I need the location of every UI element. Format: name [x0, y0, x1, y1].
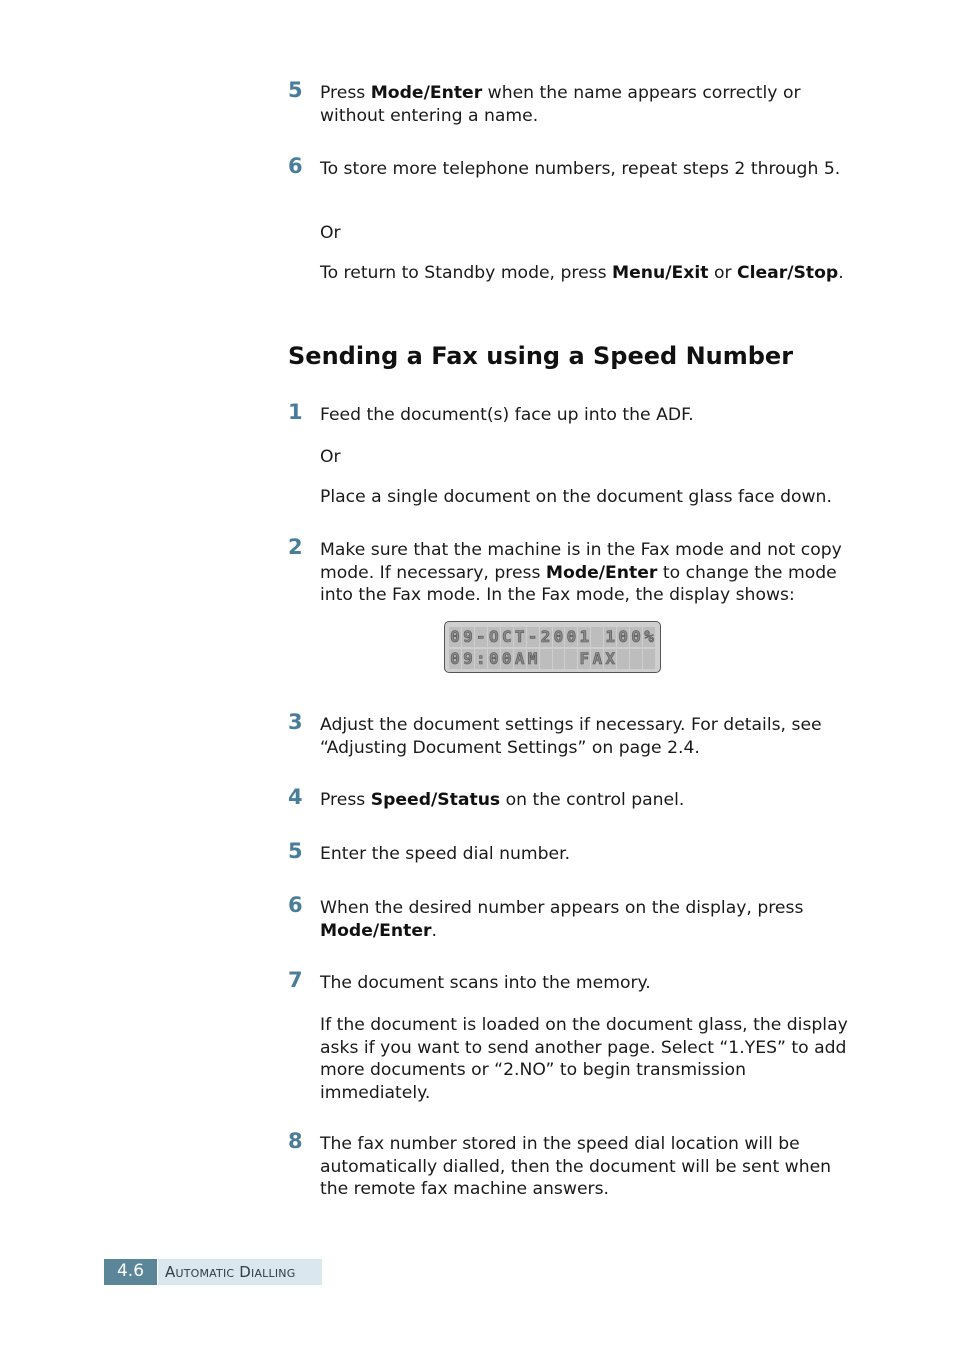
step-text: [320, 404, 860, 427]
step-text: [320, 539, 860, 607]
lcd-char: 1: [605, 627, 616, 646]
lcd-char: [617, 649, 629, 669]
lcd-char: 2: [540, 627, 551, 646]
or-text: Or: [320, 447, 341, 467]
lcd-char: O: [488, 627, 499, 646]
text-run: to change the mode into the Fax mode. In the Fax mode, the display shows:: [320, 562, 837, 605]
bold-key-label: Menu/Exit: [612, 263, 709, 283]
lcd-char: [565, 649, 577, 669]
page-number: 4.6: [104, 1259, 157, 1285]
text-run: .: [431, 920, 437, 941]
lcd-char: C: [501, 627, 512, 646]
lcd-char: 0: [566, 627, 577, 646]
lcd-char: :: [476, 649, 486, 668]
lcd-char: -: [527, 627, 538, 646]
text-run: on the control panel.: [500, 790, 685, 810]
step-text: [320, 897, 860, 942]
step-number: 7: [288, 968, 303, 992]
text-run: Adjust the document settings if necessary. For details, see “Adjusting Document Settings” on page 2.4.: [320, 715, 822, 758]
lcd-char: -: [476, 627, 486, 646]
chapter-title: [158, 1259, 322, 1285]
lcd-char: F: [579, 649, 590, 668]
lcd-char: 1: [579, 627, 590, 646]
text-run: When the desired number appears on the display, press: [320, 898, 804, 918]
text-run: Press: [320, 83, 371, 103]
text-run: when the name appears correctly or without entering a name.: [320, 83, 801, 126]
step-extra-text: If the document is loaded on the document glass, the display asks if you want to send another page. Select “1.YES” to add more documents or “2.NO” to begin transmission immediately.: [320, 1015, 848, 1103]
step-number: 2: [288, 535, 303, 559]
text-run: Enter the speed dial number.: [320, 844, 571, 864]
text-run: Press: [320, 790, 371, 810]
lcd-display: [444, 621, 661, 673]
lcd-char: 9: [463, 627, 473, 646]
return-standby-text: [320, 262, 860, 285]
step-text: [320, 714, 860, 759]
text-run: To store more telephone numbers, repeat steps 2 through 5.: [320, 159, 841, 179]
step-text: [320, 972, 860, 995]
step-number: 4: [288, 785, 303, 809]
bold-key-label: Mode/Enter: [545, 562, 658, 583]
step-alt-text: Place a single document on the document glass face down.: [320, 487, 832, 507]
step-number: 8: [288, 1129, 303, 1153]
lcd-char: 0: [553, 627, 564, 646]
lcd-char: 0: [501, 649, 512, 668]
lcd-char: 0: [450, 649, 460, 668]
step-text: [320, 843, 860, 866]
lcd-char: X: [605, 649, 616, 668]
or-text: Or: [320, 223, 341, 243]
lcd-char: 0: [618, 627, 628, 646]
chapter-title-text: Automatic Dialling: [165, 1263, 296, 1281]
lcd-char: 0: [450, 627, 460, 646]
lcd-char: %: [644, 627, 654, 646]
step-text: [320, 82, 860, 127]
lcd-char: [591, 627, 603, 647]
section-heading: Sending a Fax using a Speed Number: [288, 342, 794, 370]
lcd-char: 0: [488, 649, 499, 668]
text-run: .: [838, 263, 844, 283]
lcd-char: T: [514, 627, 525, 646]
step-number: 1: [288, 400, 303, 424]
lcd-char: [540, 649, 552, 669]
text-run: or: [708, 263, 738, 283]
lcd-char: M: [527, 649, 538, 668]
bold-key-label: Mode/Enter: [370, 83, 483, 103]
step-number: 6: [288, 154, 303, 178]
lcd-char: [643, 649, 655, 669]
text-run: The document scans into the memory.: [320, 973, 651, 993]
step-text: [320, 1133, 860, 1201]
step-text: [320, 158, 860, 181]
lcd-char: A: [592, 649, 603, 668]
text-run: Feed the document(s) face up into the ADF.: [320, 405, 694, 425]
lcd-char: [630, 649, 642, 669]
bold-key-label: Clear/Stop: [737, 263, 839, 283]
bold-key-label: Mode/Enter: [320, 920, 432, 941]
lcd-char: A: [514, 649, 525, 668]
step-number: 3: [288, 710, 303, 734]
lcd-char: [553, 649, 565, 669]
text-run: To return to Standby mode, press: [320, 263, 613, 283]
step-number: 6: [288, 893, 303, 917]
bold-key-label: Speed/Status: [370, 790, 501, 810]
lcd-line-1: [449, 627, 656, 647]
lcd-char: 0: [631, 627, 641, 646]
step-number: 5: [288, 839, 303, 863]
text-run: The fax number stored in the speed dial location will be automatically dialled, then the document will be sent when the remote fax machine answers.: [320, 1134, 832, 1199]
lcd-char: 9: [463, 649, 473, 668]
step-number: 5: [288, 78, 303, 102]
text-run: Make sure that the machine is in the Fax mode and not copy mode. If necessary, press: [320, 540, 842, 583]
lcd-line-2: [449, 649, 656, 669]
step-text: [320, 789, 860, 812]
